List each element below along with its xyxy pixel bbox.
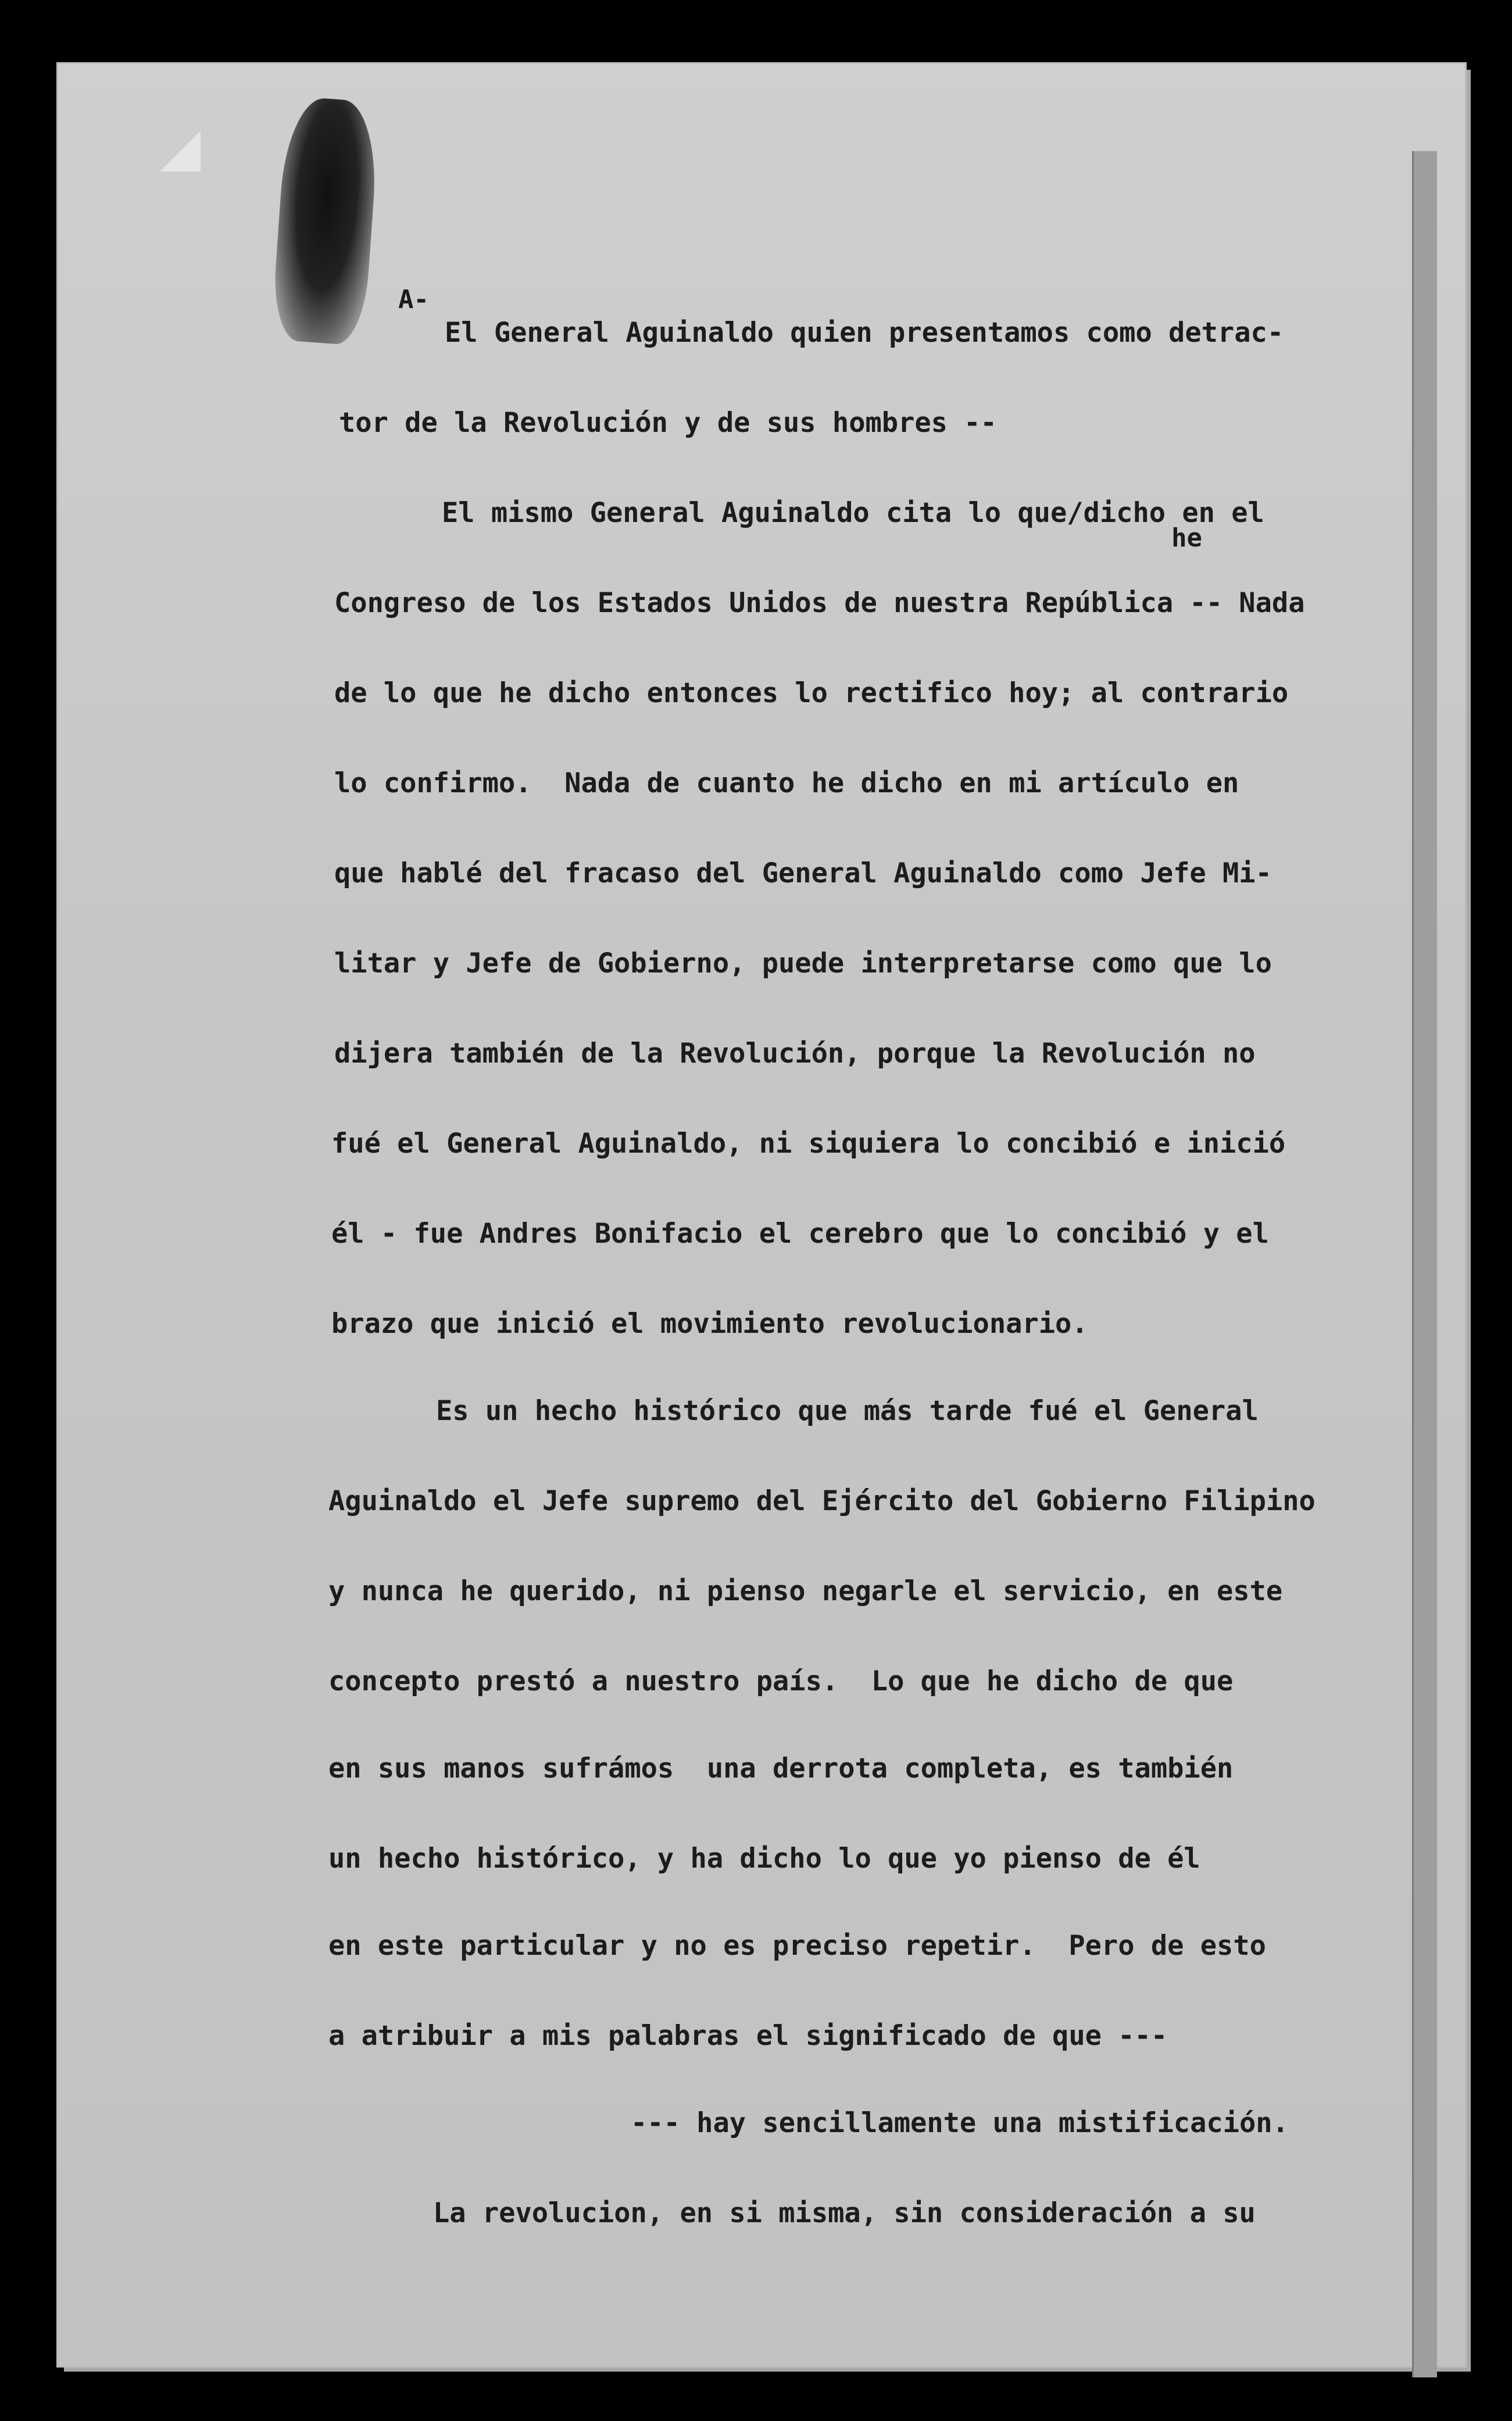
text-line: Es un hecho histórico que más tarde fué el General bbox=[436, 1395, 1259, 1427]
document-page bbox=[58, 64, 1465, 2366]
text-line: a atribuir a mis palabras el significado de que --- bbox=[328, 2020, 1168, 2052]
text-line: El General Aguinaldo quien presentamos como detrac- bbox=[445, 317, 1284, 349]
text-line: tor de la Revolución y de sus hombres -- bbox=[339, 407, 997, 439]
text-line: brazo que inició el movimiento revolucionario. bbox=[331, 1308, 1088, 1340]
text-line: y nunca he querido, ni pienso negarle el servicio, en este bbox=[328, 1575, 1283, 1607]
text-line: él - fue Andres Bonifacio el cerebro que lo concibió y el bbox=[331, 1218, 1269, 1250]
text-line: concepto prestó a nuestro país. Lo que he dicho de que bbox=[328, 1665, 1234, 1697]
handwritten-insertion: he bbox=[1171, 523, 1202, 553]
text-line: en este particular y no es preciso repetir. Pero de esto bbox=[328, 1930, 1266, 1962]
typed-text bbox=[58, 64, 1465, 2366]
text-line: fué el General Aguinaldo, ni siquiera lo concibió e inició bbox=[331, 1128, 1286, 1160]
text-line: La revolucion, en si misma, sin consideración a su bbox=[433, 2197, 1256, 2229]
text-line: --- hay sencillamente una mistificación. bbox=[631, 2107, 1289, 2139]
text-line: litar y Jefe de Gobierno, puede interpretarse como que lo bbox=[334, 947, 1272, 979]
text-line: El mismo General Aguinaldo cita lo que/dicho en el bbox=[442, 497, 1264, 529]
text-line: Congreso de los Estados Unidos de nuestra República -- Nada bbox=[334, 587, 1305, 619]
text-line: que hablé del fracaso del General Aguinaldo como Jefe Mi- bbox=[334, 857, 1272, 889]
text-line: dijera también de la Revolución, porque la Revolución no bbox=[334, 1038, 1256, 1070]
text-line: en sus manos sufrámos una derrota completa, es también bbox=[328, 1753, 1234, 1785]
text-line: Aguinaldo el Jefe supremo del Ejército del Gobierno Filipino bbox=[328, 1485, 1316, 1517]
text-line: de lo que he dicho entonces lo rectifico hoy; al contrario bbox=[334, 677, 1289, 709]
text-line: lo confirmo. Nada de cuanto he dicho en mi artículo en bbox=[334, 767, 1239, 799]
text-line: un hecho histórico, y ha dicho lo que yo pienso de él bbox=[328, 1843, 1200, 1875]
margin-mark: A- bbox=[398, 285, 429, 314]
